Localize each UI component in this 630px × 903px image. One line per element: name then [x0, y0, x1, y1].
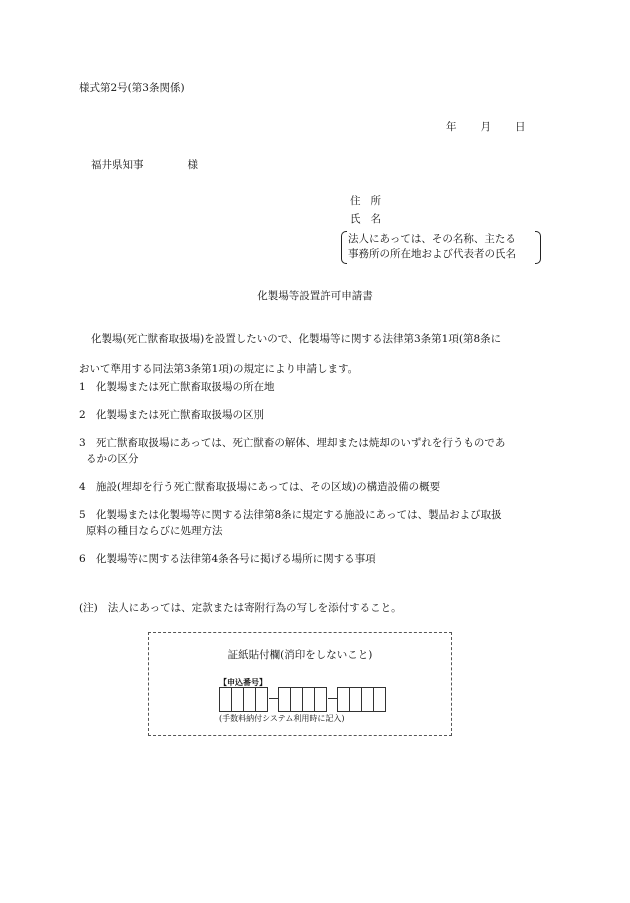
- applicant-block: [350, 193, 391, 229]
- list-item: [79, 479, 559, 495]
- addressee-name: 福井県知事: [91, 159, 144, 171]
- note-text: 法人にあっては、定款または寄附行為の写しを添付すること。: [107, 602, 402, 614]
- item-text: 化製場または死亡獣畜取扱場の所在地: [96, 381, 275, 393]
- date-day-label: 日: [515, 121, 526, 133]
- list-item: [79, 407, 559, 423]
- item-text: 化製場等に関する法律第4条各号に掲げる場所に関する事項: [96, 553, 376, 565]
- date-year-label: 年: [446, 121, 457, 133]
- name-label: 氏名: [350, 213, 391, 225]
- digit-box[interactable]: [255, 687, 268, 712]
- corporate-note-line1: 法人にあっては、その名称、主たる: [348, 233, 516, 245]
- list-item: [79, 379, 559, 395]
- item-number: 6: [79, 553, 86, 565]
- item-text-continued: 原料の種目ならびに処理方法: [86, 525, 223, 537]
- corporate-note: [348, 232, 516, 262]
- item-number: 3: [79, 437, 86, 449]
- note-lead: (注): [79, 602, 98, 614]
- item-text: 施設(埋却を行う死亡獣畜取扱場にあっては、その区域)の構造設備の概要: [96, 481, 441, 493]
- list-item: [79, 551, 559, 567]
- item-number: 2: [79, 409, 86, 421]
- bracket-left: [341, 231, 347, 264]
- body-paragraph: [79, 324, 559, 384]
- digit-box[interactable]: [314, 687, 327, 712]
- corporate-note-bracket: [341, 231, 541, 264]
- revenue-stamp-area: [148, 632, 452, 736]
- application-number-label: 【申込番号】: [219, 677, 267, 687]
- date-line: [446, 119, 526, 134]
- item-text-continued: るかの区分: [86, 453, 139, 465]
- stamp-area-title: 証紙貼付欄(消印をしないこと): [227, 649, 373, 661]
- document-title: 化製場等設置許可申請書: [257, 290, 373, 302]
- item-number: 1: [79, 381, 86, 393]
- addressee: [91, 157, 198, 172]
- item-list: [79, 379, 559, 579]
- corporate-note-line2: 事務所の所在地および代表者の氏名: [348, 248, 516, 260]
- item-text: 死亡獣畜取扱場にあっては、死亡獣畜の解体、埋却または焼却のいずれを行うものであ: [96, 437, 506, 449]
- body-line-2: おいて準用する同法第3条第1項)の規定により申請します。: [79, 363, 359, 375]
- item-number: 5: [79, 509, 86, 521]
- digit-box[interactable]: [373, 687, 386, 712]
- number-separator: [269, 698, 278, 699]
- addressee-honorific: 様: [187, 159, 198, 171]
- bracket-right: [535, 231, 541, 264]
- list-item: [79, 507, 559, 539]
- list-item: [79, 435, 559, 467]
- system-use-note: (手数料納付システム利用時に記入): [219, 714, 345, 723]
- address-label: 住所: [350, 195, 391, 207]
- body-line-1: 化製場(死亡獣畜取扱場)を設置したいので、化製場等に関する法律第3条第1項(第8条に: [91, 333, 502, 345]
- item-number: 4: [79, 481, 86, 493]
- attachment-note: [79, 600, 402, 615]
- item-text: 化製場または死亡獣畜取扱場の区別: [96, 409, 264, 421]
- date-month-label: 月: [480, 121, 491, 133]
- form-number: 様式第2号(第3条関係): [79, 82, 185, 94]
- item-text: 化製場または化製場等に関する法律第8条に規定する施設にあっては、製品および取扱: [96, 509, 502, 521]
- number-separator: [328, 698, 337, 699]
